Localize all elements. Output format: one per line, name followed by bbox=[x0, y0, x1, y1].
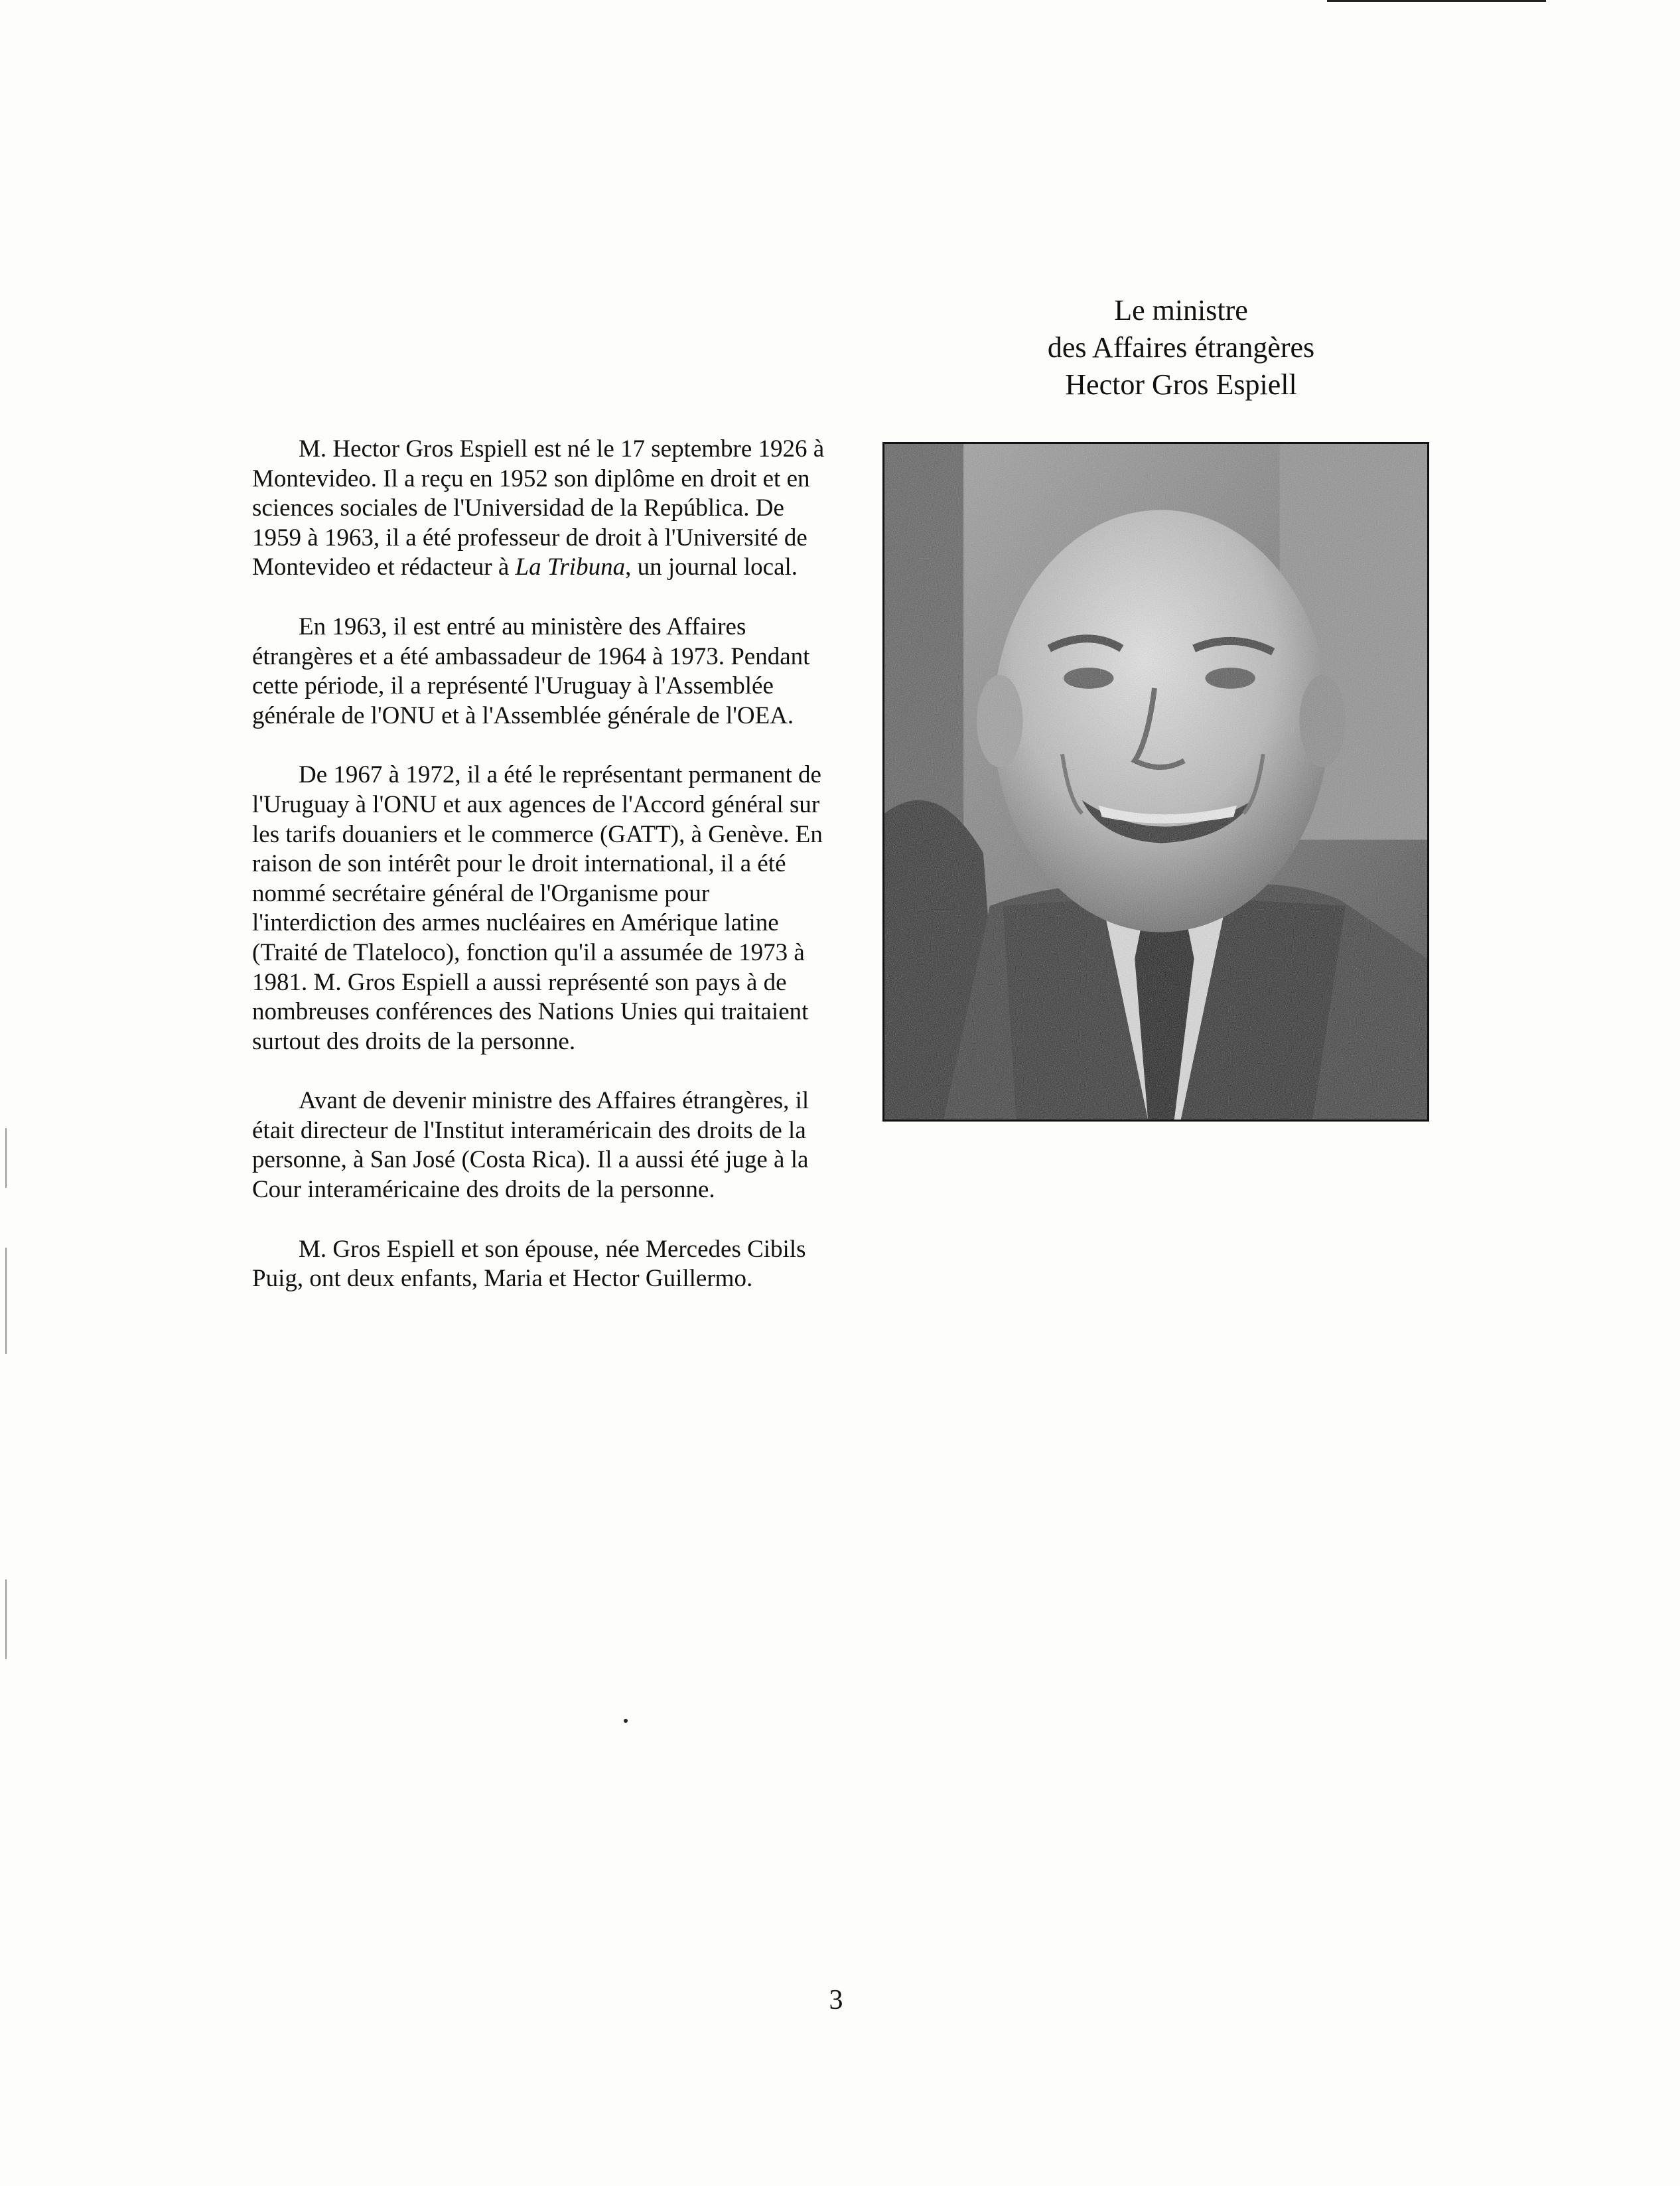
paragraph-5: M. Gros Espiell et son épouse, née Mercedes Cibils Puig, ont deux enfants, Maria et Hector Guillermo. bbox=[252, 1235, 806, 1293]
page-number: 3 bbox=[829, 1985, 843, 2015]
scan-margin-mark bbox=[5, 1248, 7, 1354]
paragraph-1-text: M. Hector Gros Espiell est né le 17 septembre 1926 à Montevideo. Il a reçu en 1952 son diplôme en droit et en sciences sociales de l'Universidad de la República. De 1959 à 1963, il a été professeur de droit à l'Université de Montevideo et rédacteur à bbox=[252, 435, 825, 581]
scan-margin-mark bbox=[5, 1128, 7, 1188]
portrait-photo bbox=[882, 442, 1429, 1122]
paragraph-1-end: , un journal local. bbox=[625, 553, 798, 581]
paragraph-2: En 1963, il est entré au ministère des Affaires étrangères et a été ambassadeur de 1964 à 1973. Pendant cette période, il a représenté l'Uruguay à l'Assemblée générale de l'ONU et à l'Assemblée générale de l'OEA. bbox=[252, 613, 810, 729]
scan-edge-line bbox=[1327, 0, 1546, 2]
page-title bbox=[882, 292, 1480, 403]
paragraph-1 bbox=[252, 435, 836, 583]
paragraph-4: Avant de devenir ministre des Affaires étrangères, il était directeur de l'Institut interaméricain des droits de la personne, à San José (Costa Rica). Il a aussi été juge à la Cour interaméricaine des droits de la personne. bbox=[252, 1087, 809, 1204]
biography-text bbox=[252, 435, 836, 1294]
title-line-1: Le ministre bbox=[1114, 294, 1248, 327]
scan-speck bbox=[624, 1719, 628, 1723]
newspaper-name: La Tribuna bbox=[515, 553, 626, 581]
scan-margin-mark bbox=[5, 1579, 7, 1659]
portrait-image bbox=[884, 444, 1427, 1120]
title-line-3: Hector Gros Espiell bbox=[1065, 368, 1297, 401]
paragraph-3: De 1967 à 1972, il a été le représentant permanent de l'Uruguay à l'ONU et aux agences de l'Accord général sur les tarifs douaniers et le commerce (GATT), à Genève. En raison de son intérêt pour le droit international, il a été nommé secrétaire général de l'Organisme pour l'interdiction des armes nucléaires en Amérique latine (Traité de Tlateloco), fonction qu'il a assumée de 1973 à 1981. M. Gros Espiell a aussi représenté son pays à de nombreuses conférences des Nations Unies qui traitaient surtout des droits de la personne. bbox=[252, 761, 823, 1055]
title-line-2: des Affaires étrangères bbox=[1047, 331, 1315, 364]
